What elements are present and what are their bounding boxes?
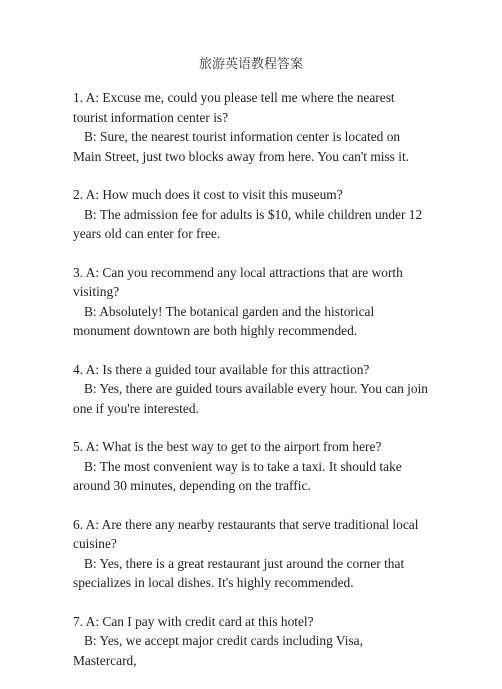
answer-text: B: Yes, we accept major credit cards including Visa, Mastercard, (73, 633, 363, 668)
qa-list (73, 88, 429, 689)
question-text: 6. A: Are there any nearby restaurants that serve traditional local cuisine? (73, 516, 419, 551)
qa-item-7 (73, 612, 429, 671)
qa-item-5 (73, 437, 429, 496)
qa-item-4 (73, 360, 429, 419)
answer-text: B: Absolutely! The botanical garden and the historical monument downtown are both highly recommended. (73, 303, 375, 338)
qa-item-3 (73, 263, 429, 341)
question-text: 4. A: Is there a guided tour available for this attraction? (73, 361, 370, 377)
qa-item-2 (73, 185, 429, 244)
question-text: 2. A: How much does it cost to visit this museum? (73, 187, 343, 202)
document-title: 旅游英语教程答案 (198, 57, 303, 72)
qa-item-6 (73, 515, 429, 593)
question-text: 5. A: What is the best way to get to the airport from here? (73, 439, 382, 454)
question-text: 3. A: Can you recommend any local attractions that are worth visiting? (73, 264, 403, 299)
answer-text: B: The admission fee for adults is $10, while children under 12 years old can enter for free. (73, 206, 423, 241)
answer-text: B: The most convenient way is to take a taxi. It should take around 30 minutes, depending on the traffic. (73, 458, 402, 493)
answer-text: B: Yes, there are guided tours available every hour. You can join one if you're interested. (73, 381, 428, 416)
question-text: 7. A: Can I pay with credit card at this hotel? (73, 613, 314, 629)
qa-item-1 (73, 88, 429, 166)
answer-text: B: Sure, the nearest tourist information center is located on Main Street, just two blocks away from here. You can't miss it. (73, 129, 410, 164)
answer-text: B: Yes, there is a great restaurant just around the corner that specializes in local dishes. It's highly recommended. (73, 555, 405, 590)
question-text: 1. A: Excuse me, could you please tell me where the nearest tourist information center is? (73, 90, 395, 125)
